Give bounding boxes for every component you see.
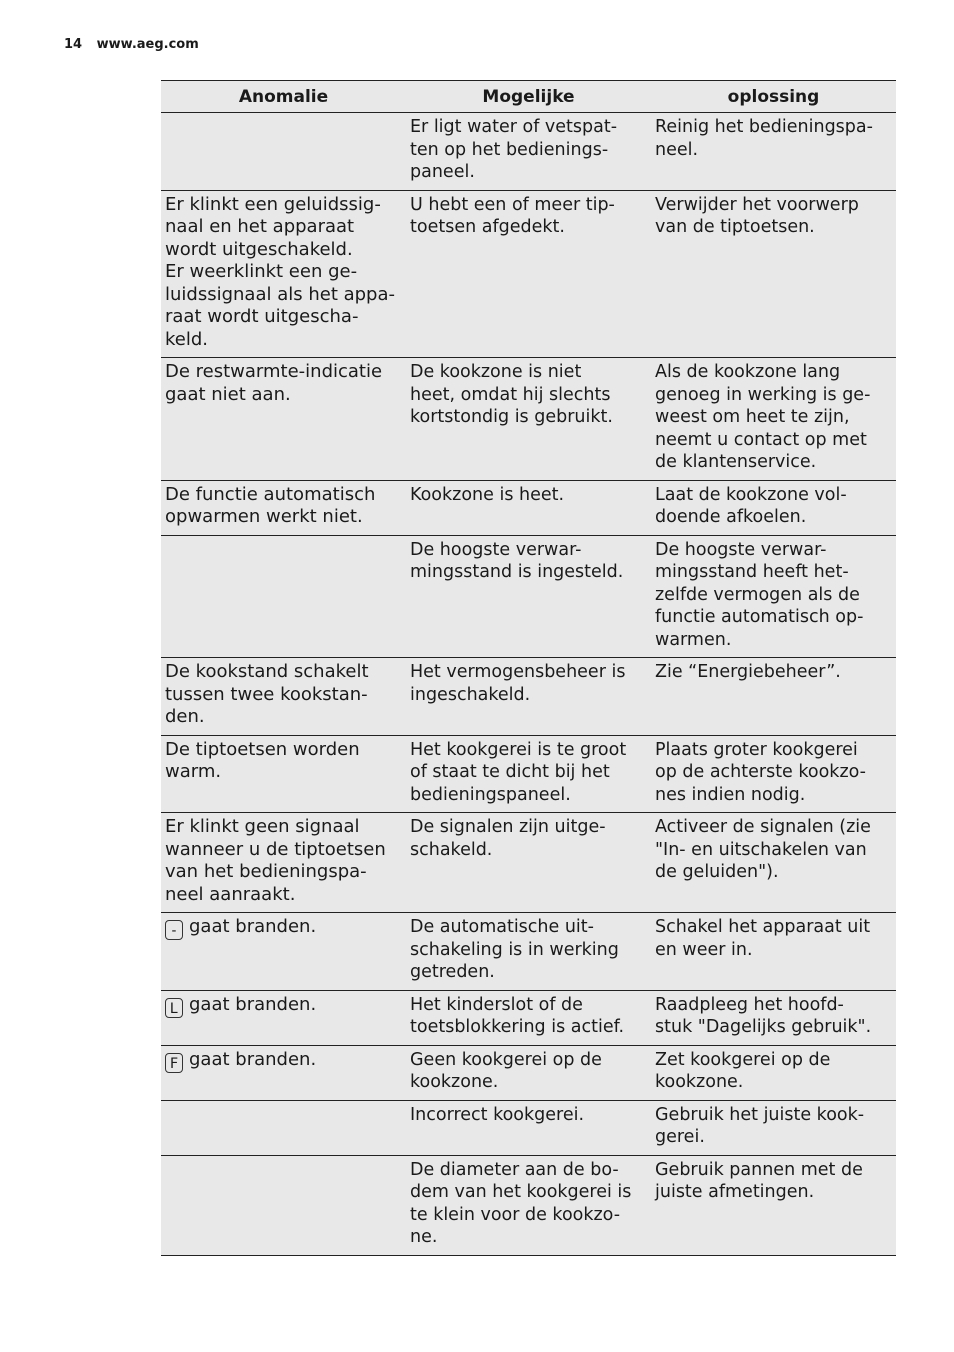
anomaly-text: warm. bbox=[165, 761, 222, 782]
cause-text: Kookzone is heet. bbox=[410, 484, 565, 505]
cause-text: Het kinderslot of de bbox=[410, 994, 583, 1015]
table-row bbox=[161, 1155, 896, 1255]
cause-text: kookzone. bbox=[410, 1072, 499, 1092]
anomaly-text: naal en het apparaat bbox=[165, 216, 355, 237]
solution-text: de geluiden"). bbox=[655, 862, 779, 882]
anomaly-text: De tiptoetsen worden bbox=[165, 738, 360, 760]
cause-text: toetsblokkering is actief. bbox=[410, 1017, 625, 1037]
solution-text: weest om heet te zijn, bbox=[655, 407, 850, 427]
anomaly-text: Er weerklinkt een ge- bbox=[165, 261, 358, 282]
solution-cell bbox=[651, 658, 896, 736]
table-row bbox=[161, 113, 896, 191]
solution-text: Gebruik pannen met de bbox=[655, 1159, 863, 1180]
table-row bbox=[161, 990, 896, 1045]
solution-text: functie automatisch op- bbox=[655, 607, 864, 627]
anomaly-cell bbox=[161, 1155, 406, 1255]
anomaly-text: Er klinkt geen signaal bbox=[165, 816, 360, 837]
solution-cell bbox=[651, 1045, 896, 1100]
solution-text: nes indien nodig. bbox=[655, 784, 806, 805]
page-number: 14 bbox=[64, 37, 83, 52]
solution-text: Schakel het apparaat uit bbox=[655, 917, 871, 937]
solution-text: Verwijder het voorwerp bbox=[655, 194, 859, 215]
table-header-row bbox=[161, 81, 896, 113]
cause-cell bbox=[406, 1045, 651, 1100]
anomaly-text: neel aanraakt. bbox=[165, 883, 296, 905]
solution-cell bbox=[651, 113, 896, 191]
cause-text: U hebt een of meer tip- bbox=[410, 194, 615, 215]
anomaly-cell bbox=[161, 190, 406, 358]
solution-cell bbox=[651, 480, 896, 535]
anomaly-cell bbox=[161, 535, 406, 658]
cause-cell bbox=[406, 190, 651, 358]
cause-text: De automatische uit- bbox=[410, 917, 594, 937]
anomaly-text: De restwarmte-indicatie bbox=[165, 361, 383, 382]
solution-text: van de tiptoetsen. bbox=[655, 217, 815, 237]
anomaly-text: gaat branden. bbox=[189, 916, 317, 937]
anomaly-cell bbox=[161, 1100, 406, 1155]
solution-text: op de achterste kookzo- bbox=[655, 762, 866, 782]
cause-cell bbox=[406, 535, 651, 658]
anomaly-text: luidssignaal als het appa- bbox=[165, 283, 396, 305]
solution-text: Zie “Energiebeheer”. bbox=[655, 662, 841, 682]
table-row bbox=[161, 813, 896, 913]
cause-text: Het vermogensbeheer is bbox=[410, 662, 626, 682]
cause-cell bbox=[406, 1155, 651, 1255]
header-cause: Mogelijke bbox=[406, 81, 651, 113]
anomaly-text: De kookstand schakelt bbox=[165, 661, 369, 682]
table-row bbox=[161, 913, 896, 991]
solution-text: Als de kookzone lang bbox=[655, 362, 841, 382]
anomaly-text: opwarmen werkt niet. bbox=[165, 506, 363, 527]
anomaly-text: wanneer u de tiptoetsen bbox=[165, 838, 386, 860]
anomaly-cell bbox=[161, 813, 406, 913]
table-body bbox=[161, 113, 896, 1256]
cause-cell bbox=[406, 913, 651, 991]
cause-cell bbox=[406, 113, 651, 191]
solution-text: zelfde vermogen als de bbox=[655, 584, 860, 605]
page-header bbox=[64, 37, 199, 52]
table-row bbox=[161, 190, 896, 358]
table-row bbox=[161, 480, 896, 535]
cause-cell bbox=[406, 735, 651, 813]
cause-text: ingeschakeld. bbox=[410, 684, 531, 705]
cause-cell bbox=[406, 990, 651, 1045]
solution-text: neel. bbox=[655, 139, 699, 160]
solution-cell bbox=[651, 190, 896, 358]
anomaly-text: tussen twee kookstan- bbox=[165, 683, 368, 705]
cause-text: Incorrect kookgerei. bbox=[410, 1104, 585, 1125]
anomaly-text: Er klinkt een geluidssig- bbox=[165, 193, 381, 215]
cause-text: Geen kookgerei op de bbox=[410, 1049, 602, 1070]
anomaly-text: van het bedieningspa- bbox=[165, 861, 367, 882]
anomaly-cell bbox=[161, 913, 406, 991]
anomaly-line bbox=[165, 994, 402, 1018]
cause-text: ten op het bedienings- bbox=[410, 139, 609, 160]
solution-text: juiste afmetingen. bbox=[655, 1182, 815, 1202]
f-display-icon: F bbox=[165, 1053, 183, 1073]
anomaly-text: keld. bbox=[165, 328, 209, 350]
anomaly-text: gaat branden. bbox=[189, 993, 317, 1015]
cause-text: te klein voor de kookzo- bbox=[410, 1204, 621, 1225]
solution-text: stuk "Dagelijks gebruik". bbox=[655, 1017, 872, 1037]
cause-text: De diameter aan de bo- bbox=[410, 1159, 619, 1180]
solution-text: gerei. bbox=[655, 1127, 705, 1147]
cause-text: getreden. bbox=[410, 962, 495, 982]
solution-text: "In- en uitschakelen van bbox=[655, 839, 867, 860]
cause-text: bedieningspaneel. bbox=[410, 784, 571, 805]
solution-text: en weer in. bbox=[655, 939, 753, 960]
anomaly-cell bbox=[161, 1045, 406, 1100]
solution-text: kookzone. bbox=[655, 1072, 744, 1092]
cause-text: Het kookgerei is te groot bbox=[410, 739, 627, 760]
table-row bbox=[161, 1045, 896, 1100]
anomaly-text: wordt uitgeschakeld. bbox=[165, 238, 353, 260]
solution-text: mingsstand heeft het- bbox=[655, 562, 849, 582]
cause-text: toetsen afgedekt. bbox=[410, 217, 565, 237]
solution-text: Raadpleeg het hoofd- bbox=[655, 994, 844, 1015]
table-row bbox=[161, 658, 896, 736]
solution-text: Activeer de signalen (zie bbox=[655, 817, 871, 837]
header-anomaly: Anomalie bbox=[161, 81, 406, 113]
solution-text: Gebruik het juiste kook- bbox=[655, 1104, 865, 1125]
anomaly-cell bbox=[161, 358, 406, 481]
anomaly-line bbox=[165, 1049, 402, 1073]
anomaly-text: De functie automatisch bbox=[165, 483, 376, 505]
cause-cell bbox=[406, 1100, 651, 1155]
cause-cell bbox=[406, 358, 651, 481]
cause-text: paneel. bbox=[410, 162, 475, 182]
cause-text: schakeld. bbox=[410, 839, 493, 860]
table-row bbox=[161, 535, 896, 658]
anomaly-text: gaat niet aan. bbox=[165, 383, 291, 405]
table-row bbox=[161, 735, 896, 813]
solution-cell bbox=[651, 913, 896, 991]
cause-text: mingsstand is ingesteld. bbox=[410, 562, 624, 582]
cause-text: De signalen zijn uitge- bbox=[410, 817, 606, 837]
solution-cell bbox=[651, 358, 896, 481]
solution-cell bbox=[651, 813, 896, 913]
solution-text: Plaats groter kookgerei bbox=[655, 739, 858, 760]
header-solution: oplossing bbox=[651, 81, 896, 113]
lock-l-display-icon: L bbox=[165, 998, 183, 1018]
cause-text: schakeling is in werking bbox=[410, 939, 619, 960]
cause-text: kortstondig is gebruikt. bbox=[410, 407, 613, 427]
cause-cell bbox=[406, 480, 651, 535]
solution-cell bbox=[651, 1100, 896, 1155]
solution-text: doende afkoelen. bbox=[655, 507, 807, 527]
anomaly-cell bbox=[161, 735, 406, 813]
solution-text: de klantenservice. bbox=[655, 452, 817, 472]
table-row bbox=[161, 1100, 896, 1155]
website-url: www.aeg.com bbox=[96, 37, 199, 52]
cause-text: dem van het kookgerei is bbox=[410, 1182, 632, 1202]
solution-text: warmen. bbox=[655, 629, 732, 650]
dash-display-icon: - bbox=[165, 920, 183, 940]
anomaly-text: den. bbox=[165, 706, 205, 727]
anomaly-cell bbox=[161, 990, 406, 1045]
solution-cell bbox=[651, 735, 896, 813]
anomaly-text: gaat branden. bbox=[189, 1048, 317, 1070]
solution-cell bbox=[651, 535, 896, 658]
anomaly-cell bbox=[161, 658, 406, 736]
solution-text: De hoogste verwar- bbox=[655, 539, 827, 560]
cause-cell bbox=[406, 813, 651, 913]
cause-text: De hoogste verwar- bbox=[410, 539, 582, 560]
cause-cell bbox=[406, 658, 651, 736]
cause-text: of staat te dicht bij het bbox=[410, 762, 610, 782]
anomaly-text: raat wordt uitgescha- bbox=[165, 306, 359, 327]
cause-text: De kookzone is niet bbox=[410, 362, 582, 382]
solution-text: Zet kookgerei op de bbox=[655, 1049, 831, 1070]
cause-text: ne. bbox=[410, 1227, 438, 1247]
anomaly-cell bbox=[161, 480, 406, 535]
solution-cell bbox=[651, 990, 896, 1045]
anomaly-cell bbox=[161, 113, 406, 191]
solution-text: neemt u contact op met bbox=[655, 429, 867, 450]
solution-text: Laat de kookzone vol- bbox=[655, 484, 847, 505]
table-row bbox=[161, 358, 896, 481]
anomaly-line bbox=[165, 916, 402, 940]
solution-text: genoeg in werking is ge- bbox=[655, 384, 871, 405]
troubleshooting-table bbox=[161, 80, 896, 1256]
cause-text: heet, omdat hij slechts bbox=[410, 384, 611, 405]
solution-text: Reinig het bedieningspa- bbox=[655, 117, 873, 137]
cause-text: Er ligt water of vetspat- bbox=[410, 117, 618, 137]
solution-cell bbox=[651, 1155, 896, 1255]
